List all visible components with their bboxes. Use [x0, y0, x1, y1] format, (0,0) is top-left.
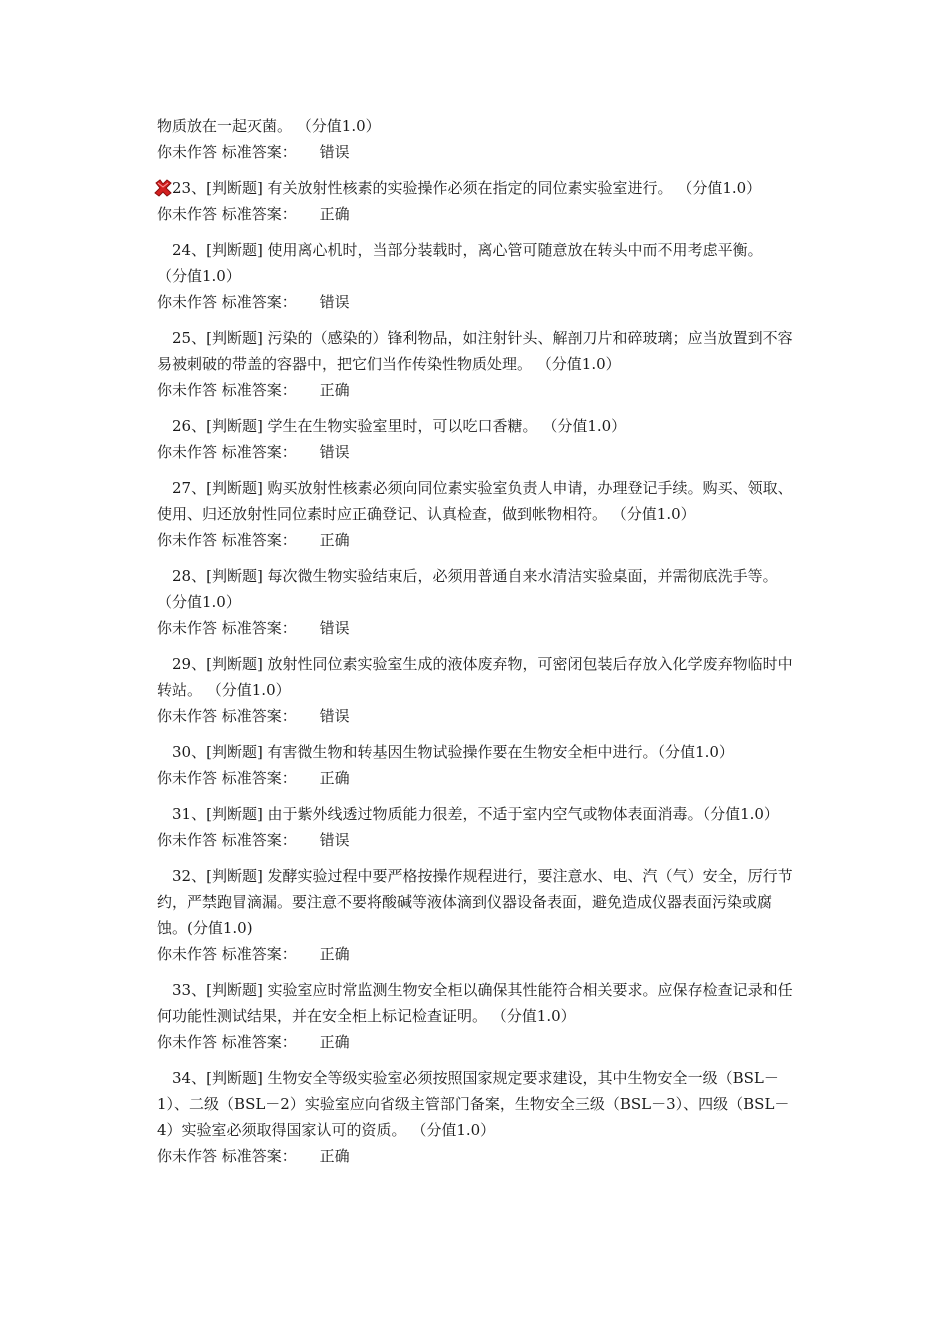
answer-status: 你未作答 [157, 769, 218, 787]
question-text: 32、[判断题] 发酵实验过程中要严格按操作规程进行，要注意水、电、汽（气）安全，厉行节约，严禁跑冒滴漏。要注意不要将酸碱等液体滴到仪器设备表面，避免造成仪器表面污染或腐蚀。(分值1.0) [157, 867, 793, 937]
question-text: 23、[判断题] 有关放射性核素的实验操作必须在指定的同位素实验室进行。 （分值1.0） [157, 175, 797, 201]
question-22-continuation [157, 113, 797, 165]
standard-answer-value: 错误 [319, 143, 350, 161]
answer-line [157, 827, 797, 853]
standard-answer-label: 标准答案： [221, 1147, 297, 1165]
answer-line [157, 1029, 797, 1055]
answer-status: 你未作答 [157, 1033, 218, 1051]
answer-status: 你未作答 [157, 1147, 218, 1165]
standard-answer-value: 正确 [319, 1033, 350, 1051]
answer-status: 你未作答 [157, 143, 218, 161]
question-33 [157, 977, 797, 1055]
answer-line [157, 527, 797, 553]
question-text: 31、[判断题] 由于紫外线透过物质能力很差，不适于室内空气或物体表面消毒。（分值1.0） [172, 805, 779, 823]
standard-answer-label: 标准答案： [221, 769, 297, 787]
answer-status: 你未作答 [157, 205, 218, 223]
answer-line [157, 703, 797, 729]
standard-answer-value: 正确 [319, 531, 350, 549]
question-text: 27、[判断题] 购买放射性核素必须向同位素实验室负责人申请，办理登记手续。购买、领取、使用、归还放射性同位素时应正确登记、认真检查，做到帐物相符。 （分值1.0） [157, 479, 793, 523]
answer-line [157, 201, 797, 227]
standard-answer-label: 标准答案： [221, 531, 297, 549]
answer-line [157, 439, 797, 465]
answer-line [157, 941, 797, 967]
standard-answer-label: 标准答案： [221, 1033, 297, 1051]
standard-answer-label: 标准答案： [221, 443, 297, 461]
question-27 [157, 475, 797, 553]
standard-answer-value: 正确 [319, 769, 350, 787]
question-text: 28、[判断题] 每次微生物实验结束后，必须用普通自来水清洁实验桌面，并需彻底洗手等。 （分值1.0） [157, 567, 778, 611]
standard-answer-value: 错误 [319, 619, 350, 637]
standard-answer-label: 标准答案： [221, 205, 297, 223]
question-28 [157, 563, 797, 641]
question-text: 33、[判断题] 实验室应时常监测生物安全柜以确保其性能符合相关要求。应保存检查记录和任何功能性测试结果，并在安全柜上标记检查证明。 （分值1.0） [157, 981, 793, 1025]
question-text: 26、[判断题] 学生在生物实验室里时，可以吃口香糖。 （分值1.0） [172, 417, 627, 435]
standard-answer-value: 错误 [319, 707, 350, 725]
question-30 [157, 739, 797, 791]
question-text: 25、[判断题] 污染的（感染的）锋利物品，如注射针头、解剖刀片和碎玻璃；应当放置到不容易被刺破的带盖的容器中，把它们当作传染性物质处理。 （分值1.0） [157, 329, 793, 373]
standard-answer-label: 标准答案： [221, 945, 297, 963]
question-text: 29、[判断题] 放射性同位素实验室生成的液体废弃物，可密闭包装后存放入化学废弃物临时中转站。 （分值1.0） [157, 655, 793, 699]
question-32 [157, 863, 797, 967]
standard-answer-label: 标准答案： [221, 707, 297, 725]
question-25 [157, 325, 797, 403]
question-26 [157, 413, 797, 465]
standard-answer-value: 错误 [319, 293, 350, 311]
standard-answer-label: 标准答案： [221, 381, 297, 399]
answer-line [157, 615, 797, 641]
question-23 [157, 175, 797, 227]
question-text: 30、[判断题] 有害微生物和转基因生物试验操作要在生物安全柜中进行。（分值1.0） [172, 743, 734, 761]
answer-status: 你未作答 [157, 707, 218, 725]
standard-answer-value: 正确 [319, 945, 350, 963]
question-text: 34、[判断题] 生物安全等级实验室必须按照国家规定要求建设，其中生物安全一级（BSL－1）、二级（BSL－2）实验室应向省级主管部门备案，生物安全三级（BSL－3）、四级（BSL－4）实验室必须取得国家认可的资质。 （分值1.0） [157, 1069, 790, 1139]
answer-line [157, 765, 797, 791]
standard-answer-label: 标准答案： [221, 831, 297, 849]
answer-line [157, 289, 797, 315]
standard-answer-label: 标准答案： [221, 143, 297, 161]
question-text: 24、[判断题] 使用离心机时，当部分装载时，离心管可随意放在转头中而不用考虑平衡。 （分值1.0） [157, 241, 763, 285]
answer-status: 你未作答 [157, 293, 218, 311]
answer-status: 你未作答 [157, 381, 218, 399]
question-29 [157, 651, 797, 729]
standard-answer-label: 标准答案： [221, 293, 297, 311]
question-31 [157, 801, 797, 853]
answer-status: 你未作答 [157, 531, 218, 549]
standard-answer-label: 标准答案： [221, 619, 297, 637]
standard-answer-value: 错误 [319, 831, 350, 849]
answer-line [157, 377, 797, 403]
answer-line [157, 139, 797, 165]
question-text: 物质放在一起灭菌。 （分值1.0） [157, 117, 381, 135]
standard-answer-value: 错误 [319, 443, 350, 461]
answer-status: 你未作答 [157, 831, 218, 849]
standard-answer-value: 正确 [319, 1147, 350, 1165]
red-x-icon [154, 179, 172, 197]
answer-status: 你未作答 [157, 619, 218, 637]
exam-results-page [157, 113, 797, 1169]
question-34 [157, 1065, 797, 1169]
answer-status: 你未作答 [157, 443, 218, 461]
standard-answer-value: 正确 [319, 381, 350, 399]
standard-answer-value: 正确 [319, 205, 350, 223]
answer-status: 你未作答 [157, 945, 218, 963]
answer-line [157, 1143, 797, 1169]
question-24 [157, 237, 797, 315]
